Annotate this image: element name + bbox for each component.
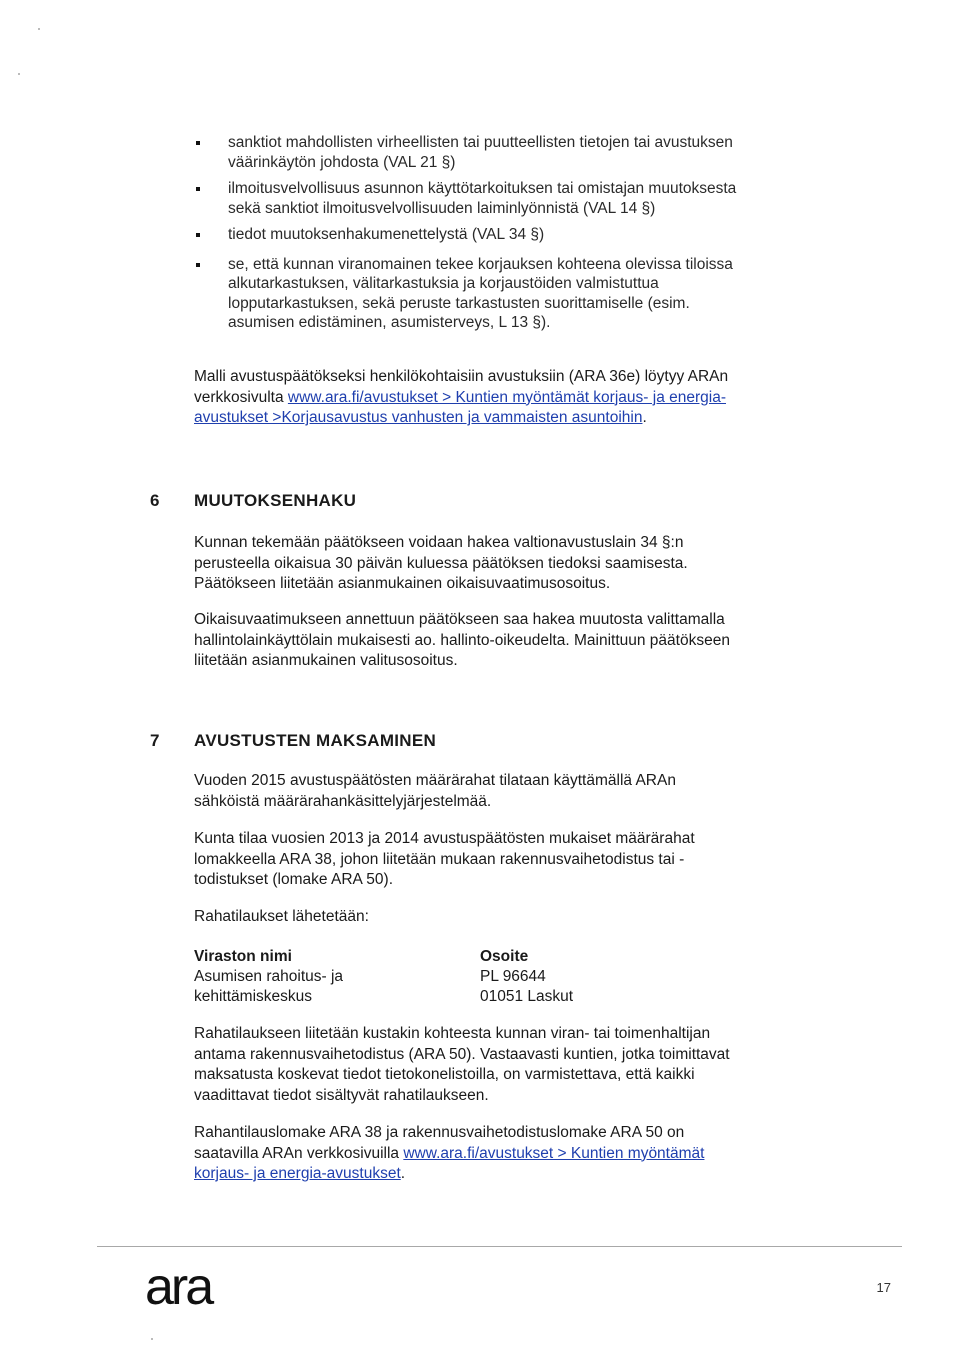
- column-line: 01051 Laskut: [480, 988, 574, 1005]
- bullet-marker: [196, 187, 200, 191]
- paragraph: [194, 771, 814, 812]
- column-line: PL 96644: [480, 968, 546, 985]
- paragraph-line: Päätökseen liitetään asianmukainen oikaisuvaatimusosoitus.: [194, 575, 611, 592]
- list-item: [196, 179, 806, 218]
- bullet-marker: [196, 233, 200, 237]
- list-item-text: sanktiot mahdollisten virheellisten tai puutteellisten tietojen tai avustuksen: [228, 134, 733, 151]
- bullet-list: [196, 133, 806, 340]
- paragraph: Rahatilaukset lähetetään:: [194, 908, 369, 925]
- paragraph-line: Rahantilauslomake ARA 38 ja rakennusvaihetodistuslomake ARA 50 on: [194, 1124, 685, 1141]
- column-line: kehittämiskeskus: [194, 988, 313, 1005]
- section-title: AVUSTUSTEN MAKSAMINEN: [194, 731, 437, 750]
- ara-logo: ara: [145, 1258, 212, 1316]
- paragraph-line: Rahatilaukseen liitetään kustakin kohteesta kunnan viran- tai toimenhaltijan: [194, 1025, 711, 1042]
- list-item: [196, 225, 806, 245]
- column-heading: Osoite: [480, 948, 529, 965]
- bullet-marker: [196, 141, 200, 145]
- ara-avustukset-link[interactable]: www.ara.fi/avustukset > Kuntien myöntämät: [403, 1144, 705, 1162]
- bullet-marker: [196, 263, 200, 267]
- paragraph-line: Oikaisuvaatimukseen annettuun päätökseen saa hakea muutosta valittamalla: [194, 611, 725, 628]
- list-item-text: se, että kunnan viranomainen tekee korjauksen kohteena olevissa tiloissa: [228, 255, 733, 273]
- ara-avustukset-link-continued[interactable]: avustukset >Korjausavustus vanhusten ja vammaisten asuntoihin: [194, 409, 643, 426]
- paragraph-line: vaadittavat tiedot sisältyvät rahatilaukseen.: [194, 1086, 489, 1104]
- paragraph: [194, 829, 814, 891]
- template-paragraph: [194, 367, 814, 429]
- paragraph-line: todistukset (lomake ARA 50).: [194, 871, 394, 888]
- list-item-text: ilmoitusvelvollisuus asunnon käyttötarkoituksen tai omistajan muutoksesta: [228, 180, 737, 197]
- paragraph: [194, 533, 814, 595]
- column-line: Asumisen rahoitus- ja: [194, 968, 344, 985]
- paragraph: [194, 1123, 814, 1185]
- paragraph-line: lomakkeella ARA 38, johon liitetään mukaan rakennusvaihetodistus tai -: [194, 850, 685, 868]
- paragraph: [194, 610, 814, 672]
- paragraph-line: Kunnan tekemään päätökseen voidaan hakea valtionavustuslain 34 §:n: [194, 534, 684, 551]
- list-item-text: väärinkäytön johdosta (VAL 21 §): [228, 153, 456, 171]
- list-item-text: tiedot muutoksenhakumenettelystä (VAL 34 §): [228, 226, 545, 243]
- list-item-text: sekä sanktiot ilmoitusvelvollisuuden laiminlyönnistä (VAL 14 §): [228, 199, 656, 217]
- footer-divider: [97, 1246, 902, 1247]
- list-item-text: alkutarkastuksen, välitarkastuksia ja korjaustöiden valmistuttua: [228, 275, 659, 292]
- paragraph-line: perusteella oikaisua 30 päivän kuluessa päätöksen tiedoksi saamisesta.: [194, 554, 688, 572]
- paragraph-line: Vuoden 2015 avustuspäätösten määrärahat tilataan käyttämällä ARAn: [194, 772, 676, 789]
- paragraph-line: hallintolainkäyttölain mukaisesti ao. hallinto-oikeudelta. Mainittuun päätökseen: [194, 631, 730, 649]
- section-number: 6: [150, 491, 160, 510]
- scan-speck: [151, 1338, 153, 1340]
- paragraph-line: Malli avustuspäätökseksi henkilökohtaisiin avustuksiin (ARA 36e) löytyy ARAn: [194, 368, 729, 385]
- punctuation: .: [400, 1165, 406, 1182]
- scan-speck: [18, 73, 20, 75]
- page-number: 17: [876, 1280, 891, 1295]
- paragraph-line: Kunta tilaa vuosien 2013 ja 2014 avustuspäätösten mukaiset määrärahat: [194, 830, 695, 847]
- list-item: [196, 255, 806, 333]
- paragraph-line: sähköistä määrärahankäsittelyjärjestelmää.: [194, 792, 492, 810]
- ara-avustukset-link[interactable]: www.ara.fi/avustukset > Kuntien myöntämät korjaus- ja energia-: [287, 388, 726, 406]
- address-column-address: [480, 947, 573, 1007]
- paragraph-line: saatavilla ARAn verkkosivuilla: [194, 1144, 404, 1162]
- punctuation: .: [642, 409, 647, 426]
- address-column-name: [194, 947, 343, 1007]
- ara-avustukset-link-continued[interactable]: korjaus- ja energia-avustukset: [194, 1165, 401, 1182]
- scan-speck: [38, 28, 40, 30]
- list-item-text: asumisen edistäminen, asumisterveys, L 13 §).: [228, 314, 551, 331]
- column-heading: Viraston nimi: [194, 948, 292, 965]
- paragraph-line: antama rakennusvaihetodistus (ARA 50). Vastaavasti kuntien, jotka toimittavat: [194, 1045, 730, 1063]
- section-title: MUUTOKSENHAKU: [194, 491, 357, 510]
- section-number: 7: [150, 731, 160, 750]
- paragraph-line: liitetään asianmukainen valitusosoitus.: [194, 652, 458, 669]
- list-item-text: lopputarkastuksen, sekä peruste tarkastusten suorittamiselle (esim.: [228, 294, 690, 312]
- paragraph-line: maksatusta koskevat tiedot tietokonelistoilla, on varmistettava, että kaikki: [194, 1066, 695, 1083]
- paragraph: [194, 1024, 814, 1106]
- paragraph-line: verkkosivulta: [194, 388, 288, 406]
- list-item: [196, 133, 806, 172]
